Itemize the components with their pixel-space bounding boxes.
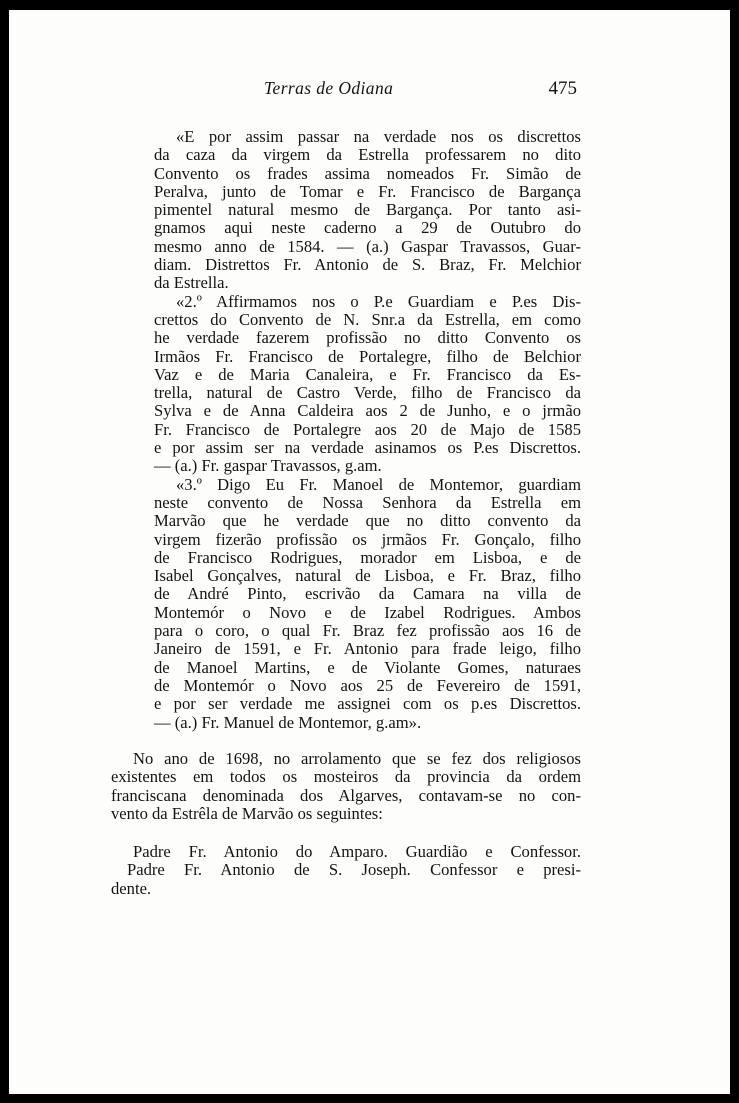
- text-line: existentes em todos os mosteiros da provincia da ordem: [111, 767, 581, 787]
- text-line: gnamos aqui neste caderno a 29 de Outubro do: [154, 218, 581, 238]
- text-line: «3.º Digo Eu Fr. Manoel de Montemor, guardiam: [176, 474, 581, 494]
- religious-list: [111, 843, 581, 898]
- list-item: Padre Fr. Antonio do Amparo. Guardião e Confessor.: [133, 842, 581, 861]
- text-line: he verdade fazerem profissão no ditto Convento os: [154, 328, 581, 348]
- text-line: — (a.) Fr. Manuel de Montemor, g.am».: [154, 712, 422, 732]
- text-line: «2.º Affirmamos nos o P.e Guardiam e P.es Dis-: [176, 291, 581, 311]
- text-line: de Manoel Martins, e de Violante Gomes, naturaes: [154, 657, 581, 677]
- text-line: de Montemór o Novo aos 25 de Fevereiro de 1591,: [154, 675, 581, 695]
- text-line: trella, natural de Castro Verde, filho de Francisco da: [154, 383, 581, 403]
- list-item: Padre Fr. Antonio de S. Joseph. Confessor e presi-: [127, 860, 581, 880]
- text-line: Marvão que he verdade que no ditto convento da: [154, 511, 581, 531]
- text-line: mesmo anno de 1584. — (a.) Gaspar Travassos, Guar-: [154, 236, 581, 256]
- page-header: [154, 78, 581, 104]
- text-line: virgem fizerão profissão os jrmãos Fr. Gonçalo, filho: [154, 529, 581, 549]
- text-line: da caza da virgem da Estrella professarem no dito: [154, 145, 581, 165]
- list-item: dente.: [111, 878, 152, 898]
- text-line: Janeiro de 1591, e Fr. Antonio para frade leigo, filho: [154, 639, 581, 659]
- text-line: Fr. Francisco de Portalegre aos 20 de Majo de 1585: [154, 419, 581, 439]
- text-line: «E por assim passar na verdade nos os discrettos: [176, 127, 581, 146]
- text-line: da Estrella.: [154, 273, 229, 293]
- text-line: Vaz e de Maria Canaleira, e Fr. Francisco da Es-: [154, 364, 581, 384]
- text-line: vento da Estrêla de Marvão os seguintes:: [111, 803, 383, 823]
- text-line: No ano de 1698, no arrolamento que se fez dos religiosos: [133, 749, 581, 768]
- page-number: 475: [548, 78, 577, 99]
- text-line: — (a.) Fr. gaspar Travassos, g.am.: [154, 456, 382, 476]
- narrative-paragraph: [111, 750, 581, 823]
- book-page: [9, 10, 730, 1094]
- text-line: Isabel Gonçalves, natural de Lisboa, e Fr. Braz, filho: [154, 566, 581, 586]
- text-line: pimentel natural mesmo de Bargança. Por tanto asi-: [154, 200, 581, 220]
- running-title: Terras de Odiana: [264, 78, 394, 98]
- text-line: Convento os frades assima nomeados Fr. Simão de: [154, 163, 581, 183]
- text-line: de André Pinto, escrivão da Camara na villa de: [154, 584, 581, 604]
- text-line: Montemór o Novo e de Izabel Rodrigues. Ambos: [154, 602, 581, 622]
- text-line: Peralva, junto de Tomar e Fr. Francisco de Bargança: [154, 181, 581, 201]
- text-line: crettos do Convento de N. Snr.a da Estrella, em como: [154, 309, 581, 329]
- text-line: e por assim ser na verdade asinamos os P.es Discrettos.: [154, 438, 581, 458]
- text-line: de Francisco Rodrigues, morador em Lisboa, e de: [154, 547, 581, 567]
- text-line: Sylva e de Anna Caldeira aos 2 de Junho, e o jrmão: [154, 401, 581, 421]
- text-line: franciscana denominada dos Algarves, contavam-se no con-: [111, 785, 581, 805]
- text-line: para o coro, o qual Fr. Braz fez profissão aos 16 de: [154, 621, 581, 641]
- quoted-documents: [154, 128, 581, 732]
- text-line: neste convento de Nossa Senhora da Estrella em: [154, 492, 581, 512]
- text-line: diam. Distrettos Fr. Antonio de S. Braz, Fr. Melchior: [154, 255, 581, 275]
- text-line: e por ser verdade me assignei com os p.es Discrettos.: [154, 694, 581, 714]
- text-line: Irmãos Fr. Francisco de Portalegre, filho de Belchior: [154, 346, 581, 366]
